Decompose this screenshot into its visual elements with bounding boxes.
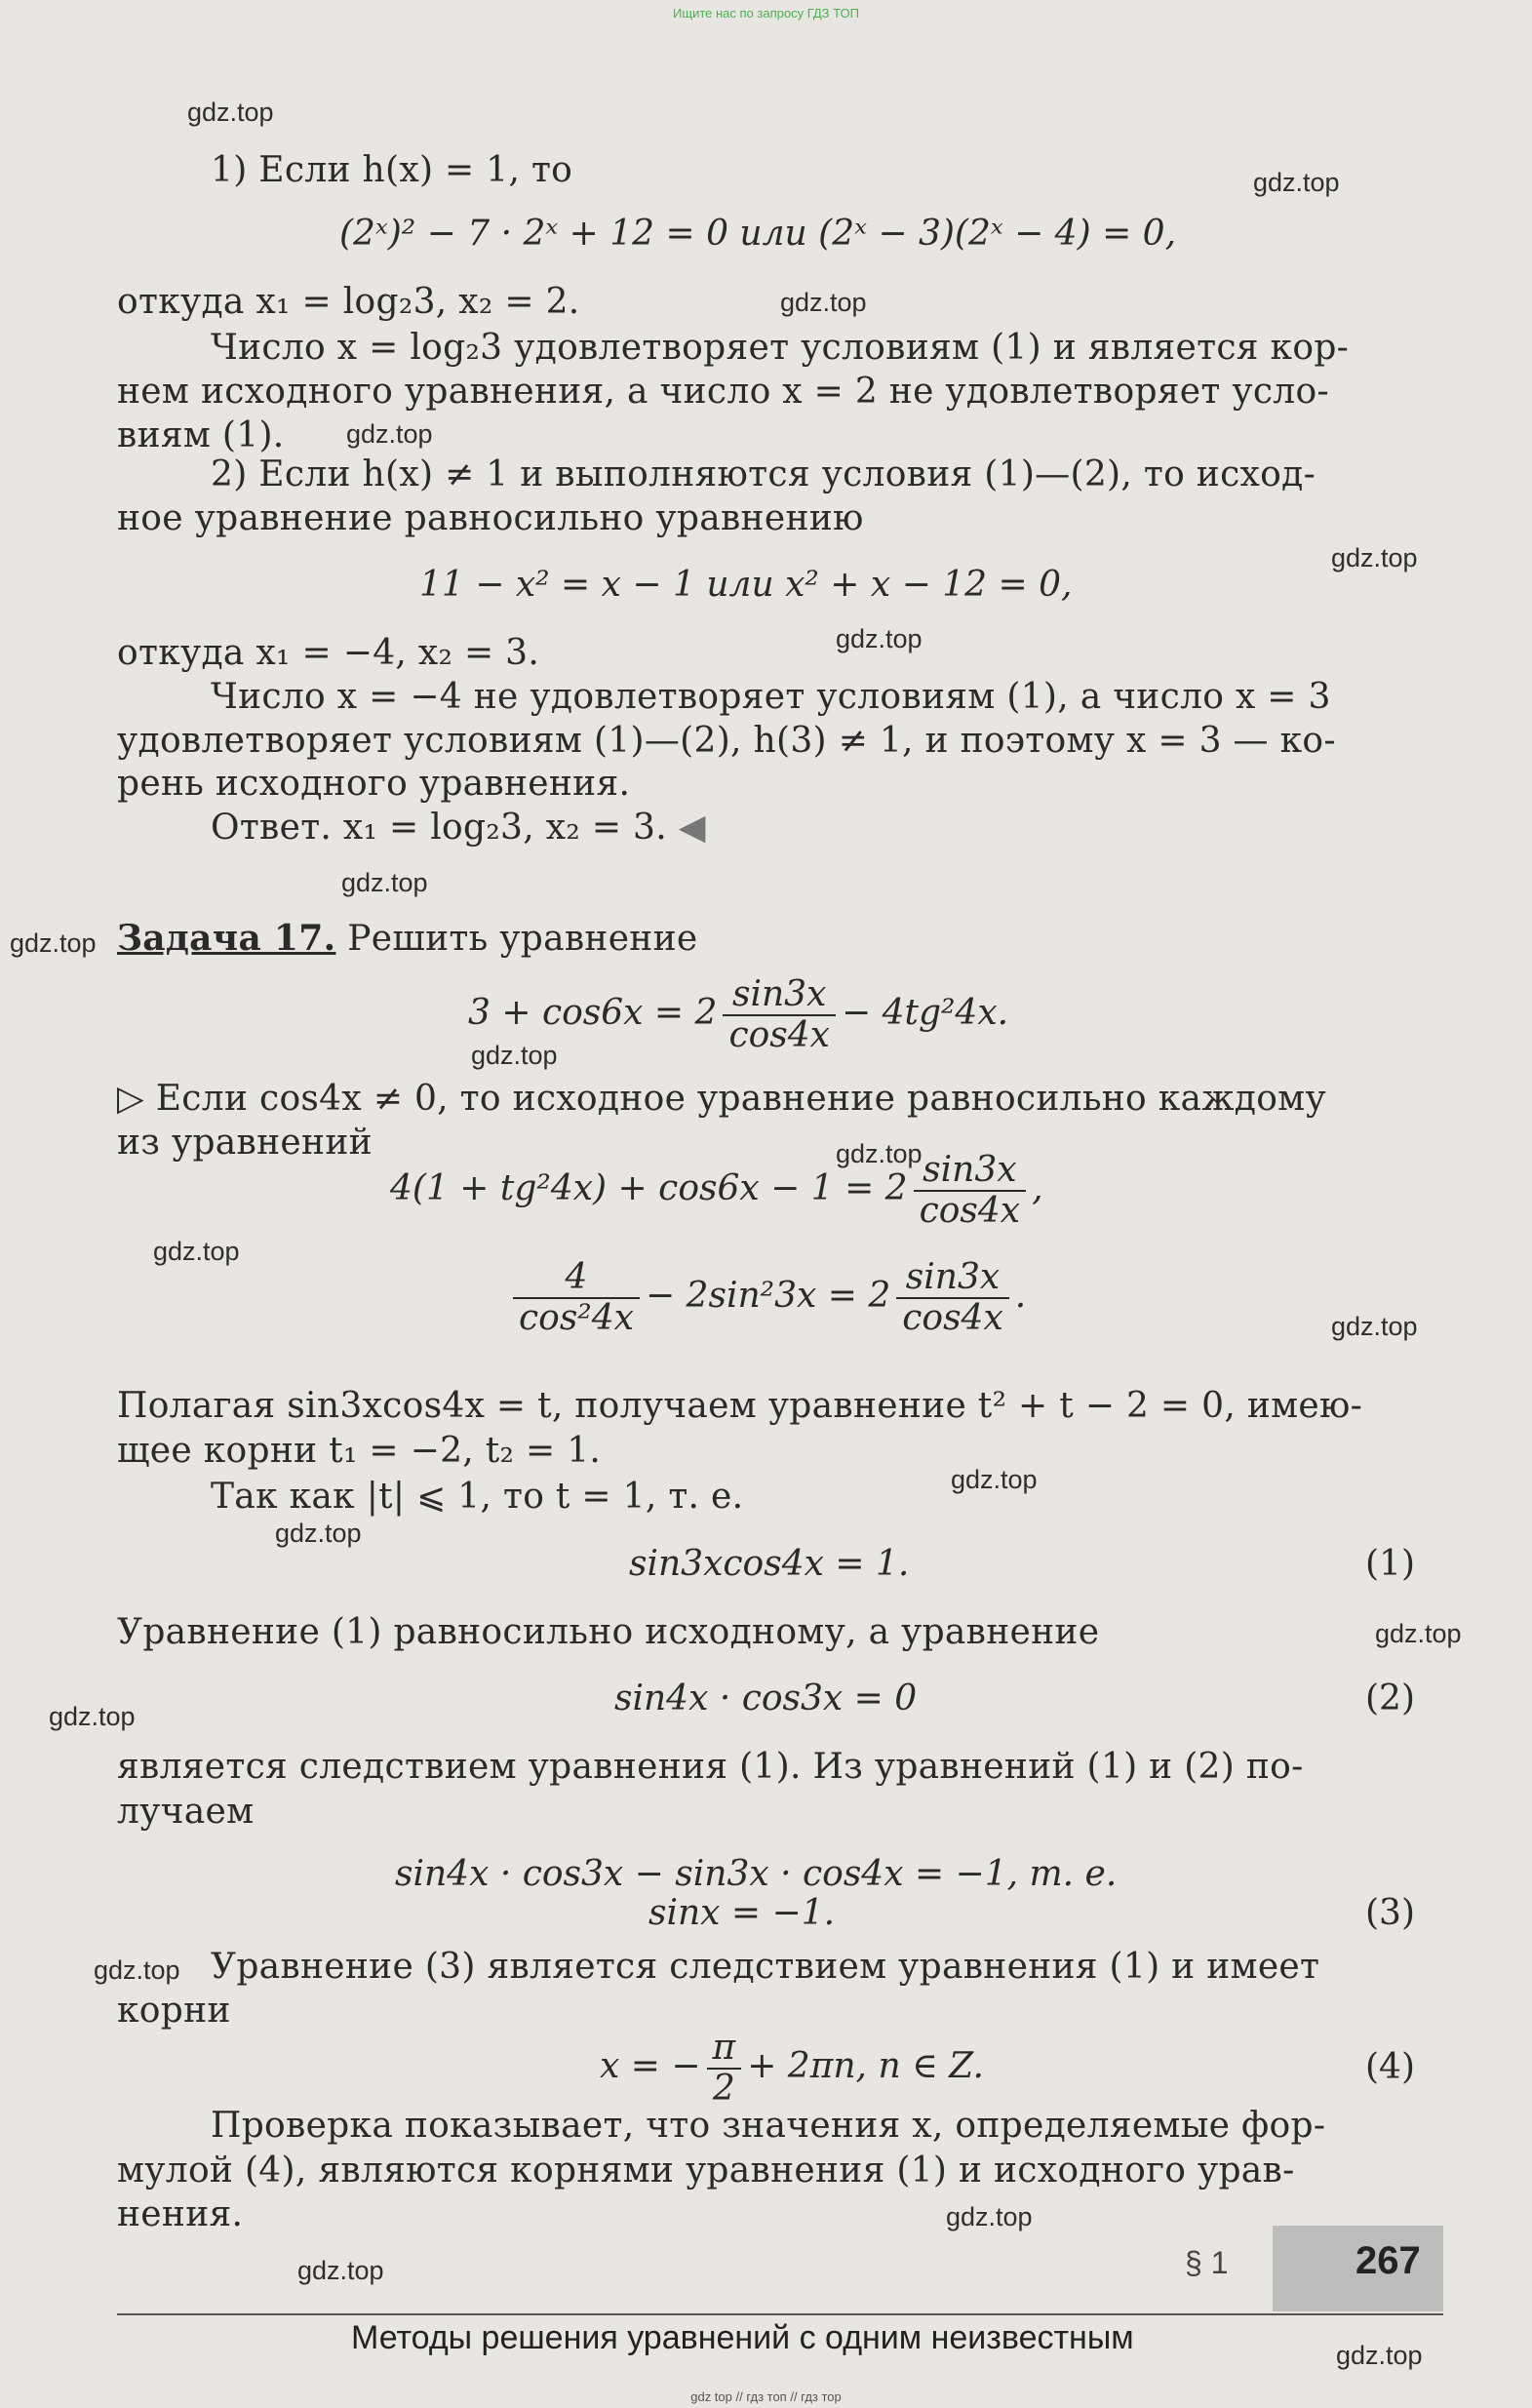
text-line: рень исходного уравнения. [117, 764, 631, 804]
equation: sin4x · cos3x − sin3x · cos4x = −1, т. е. [395, 1854, 1118, 1894]
text-line: нения. [117, 2194, 244, 2234]
watermark: gdz.top [951, 1465, 1038, 1494]
text-line: Так как |t| ⩽ 1, то t = 1, т. е. [211, 1477, 744, 1517]
task-heading [117, 917, 1424, 961]
equation: 4(1 + tg²4x) + cos6x − 1 = 2 $\frac{\sin 3x}{\cos 4x}$ , [390, 1150, 1043, 1231]
text-line: 1) Если h(x) = 1, то [211, 150, 573, 190]
watermark: gdz.top [341, 868, 428, 897]
text-line: лучаем [117, 1792, 255, 1832]
answer-text: Ответ. x₁ = log₂3, x₂ = 3. [211, 808, 667, 848]
equation: (2ˣ)² − 7 · 2ˣ + 12 = 0 или (2ˣ − 3)(2ˣ − 4) = 0, [339, 214, 1177, 254]
watermark: gdz.top [836, 624, 923, 653]
task-text: Решить уравнение [347, 919, 698, 959]
text-line: щее корни t₁ = −2, t₂ = 1. [117, 1431, 602, 1471]
text-line: ▷ Если cos4x ≠ 0, то исходное уравнение равносильно каждому [117, 1079, 1326, 1119]
watermark: gdz.top [780, 288, 867, 317]
watermark: gdz.top [153, 1237, 240, 1266]
watermark: gdz.top [10, 928, 97, 958]
page-number: 267 [1355, 2239, 1421, 2282]
text-line: Полагая sin3xcos4x = t, получаем уравнение t² + t − 2 = 0, имею- [117, 1386, 1363, 1426]
top-banner: Ищите нас по запросу ГДЗ ТОП [673, 6, 859, 20]
text-line: ное уравнение равносильно уравнению [117, 498, 864, 538]
watermark: gdz.top [187, 98, 274, 127]
footer-divider [117, 2313, 1443, 2315]
text-line: нем исходного уравнения, а число x = 2 не удовлетворяет усло- [117, 372, 1329, 412]
task-title: Задача 17. [117, 918, 336, 959]
end-of-solution-icon: ◀ [678, 808, 706, 848]
equation-task: 3 + cos6x = 2 $\frac{\sin 3x}{\cos 4x}$ − 4tg²4x. [468, 974, 1009, 1055]
text-line: удовлетворяет условиям (1)—(2), h(3) ≠ 1, и поэтому x = 3 — ко- [117, 721, 1336, 761]
text-line: Число x = log₂3 удовлетворяет условиям (1) и является кор- [211, 328, 1350, 368]
text-line: корни [117, 1991, 231, 2031]
text-line: Уравнение (3) является следствием уравнения (1) и имеет [211, 1947, 1320, 1987]
watermark: gdz.top [946, 2202, 1033, 2231]
text-line: из уравнений [117, 1123, 373, 1163]
watermark: gdz.top [471, 1041, 558, 1070]
equation: sin3xcos4x = 1. [629, 1544, 910, 1584]
equation: 11 − x² = x − 1 или x² + x − 12 = 0, [419, 565, 1073, 605]
equation-number: (1) [1365, 1544, 1415, 1584]
running-title: Методы решения уравнений с одним неизвестным [351, 2319, 1134, 2356]
equation: sin4x · cos3x = 0 [614, 1678, 918, 1718]
equation: $\frac{4}{\text{cos²4x}}$ − 2sin²3x = 2 $\frac{\sin 3x}{\cos 4x}$ . [507, 1258, 1026, 1338]
watermark: gdz.top [346, 419, 433, 449]
equation: x = − $\frac{\pi}{2}$ + 2πn, n ∈ Z. [600, 2028, 984, 2109]
equation-number: (2) [1365, 1678, 1415, 1718]
watermark: gdz.top [1375, 1619, 1462, 1648]
watermark: gdz.top [275, 1519, 362, 1548]
watermark: gdz.top [1331, 543, 1418, 572]
text-line: Проверка показывает, что значения x, определяемые фор- [211, 2106, 1326, 2146]
watermark: gdz.top [49, 1702, 136, 1731]
equation-number: (3) [1365, 1893, 1415, 1933]
equation-number: (4) [1365, 2047, 1415, 2087]
watermark: gdz.top [297, 2256, 384, 2285]
text-line: мулой (4), являются корнями уравнения (1) и исходного урав- [117, 2151, 1295, 2191]
text-line: Число x = −4 не удовлетворяет условиям (1), а число x = 3 [211, 677, 1331, 717]
text-line: 2) Если h(x) ≠ 1 и выполняются условия (1)—(2), то исход- [211, 454, 1316, 494]
watermark: gdz.top [1253, 168, 1340, 197]
text-line: виям (1). [117, 415, 285, 455]
watermark: gdz.top [836, 1139, 923, 1168]
watermark: gdz.top [1331, 1312, 1418, 1341]
bottom-banner: gdz top // гдз топ // гдз тор [690, 2389, 842, 2404]
text-line: является следствием уравнения (1). Из уравнений (1) и (2) по- [117, 1747, 1304, 1787]
text-line: откуда x₁ = −4, x₂ = 3. [117, 633, 540, 673]
text-line: Уравнение (1) равносильно исходному, а уравнение [117, 1612, 1100, 1652]
section-number: § 1 [1185, 2245, 1229, 2280]
watermark: gdz.top [94, 1955, 180, 1985]
text-line: откуда x₁ = log₂3, x₂ = 2. [117, 282, 580, 322]
answer-line [211, 807, 1424, 849]
equation: sinx = −1. [648, 1893, 836, 1933]
watermark: gdz.top [1336, 2341, 1423, 2370]
